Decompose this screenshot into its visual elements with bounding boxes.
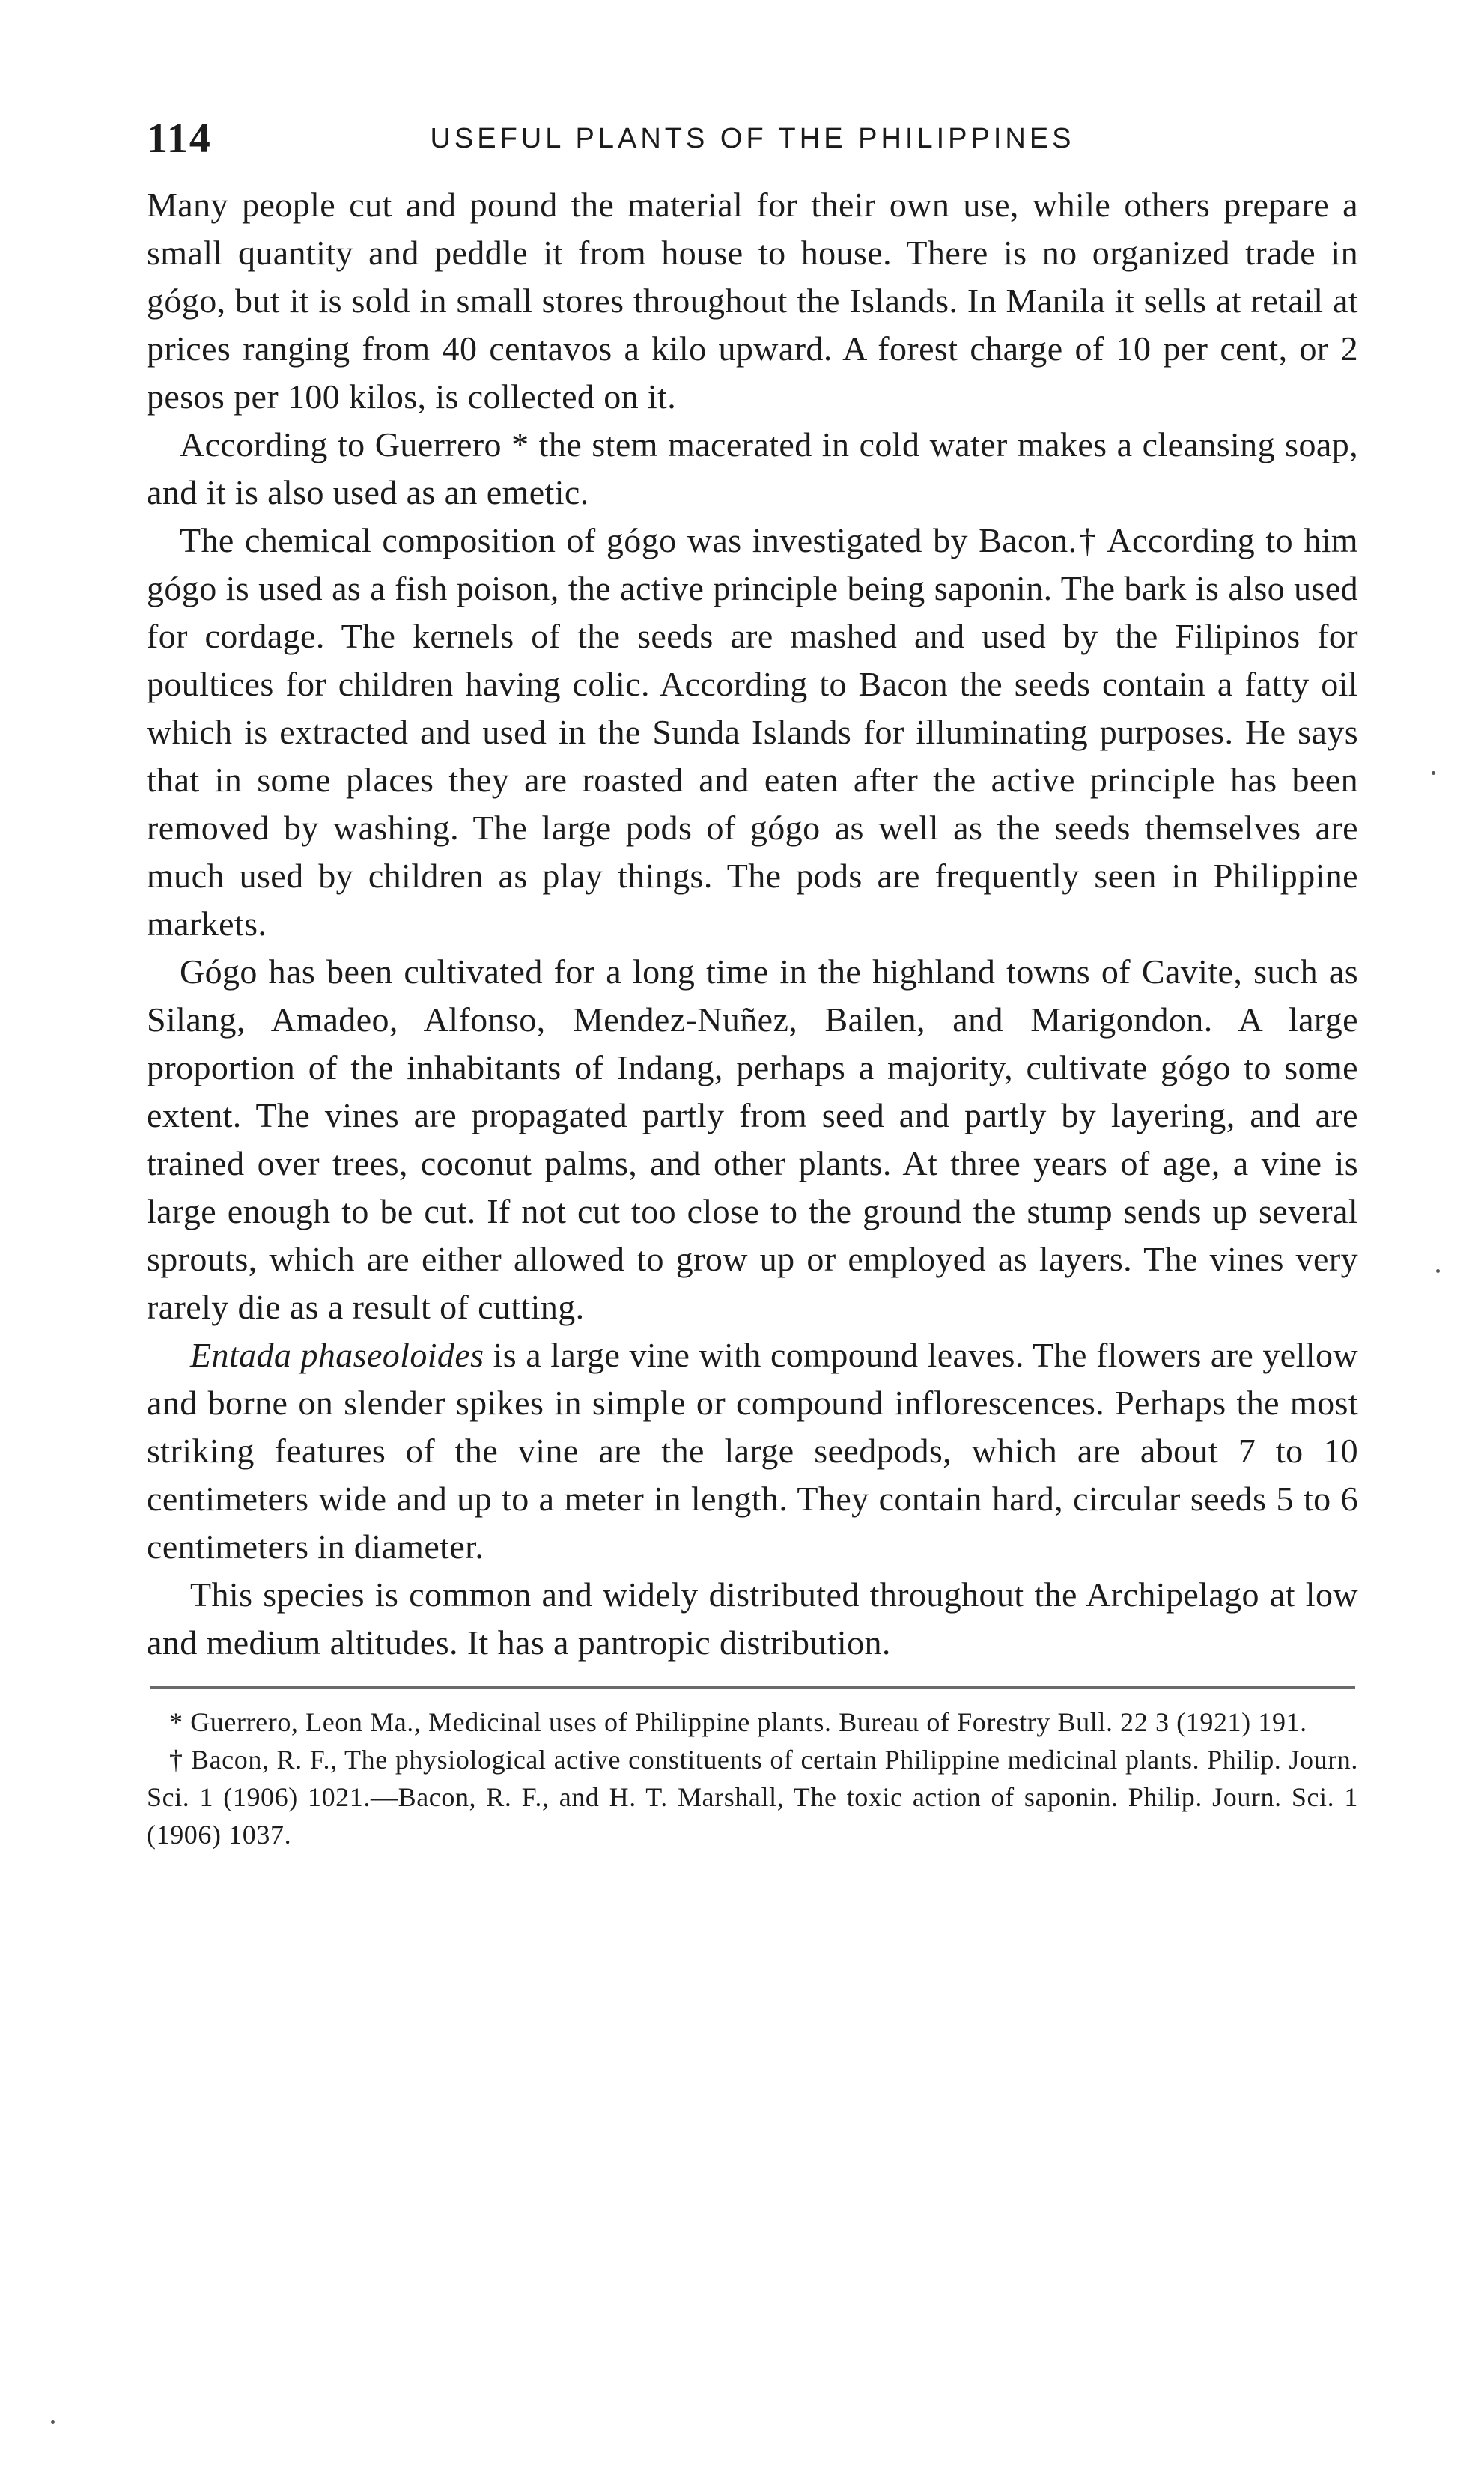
entada-description-text: is a large vine with compound leaves. The flowers are yellow and borne on slender spikes in simple or compound inflorescences. Perhaps the most striking features of the vine are the large seedpods, which are about 7 to 10 centimeters wide and up to a meter in length. They contain hard, circular seeds 5 to 6 centimeters in diameter. xyxy=(147,1336,1358,1566)
running-head-title: USEFUL PLANTS OF THE PHILIPPINES xyxy=(430,123,1075,154)
paragraph-bacon-composition: The chemical composition of gógo was investigated by Bacon.† According to him gógo is used as a fish poison, the active principle being saponin. The bark is also used for cordage. The kernels of the seeds are mashed and used by the Filipinos for poultices for children having colic. According to Bacon the seeds contain a fatty oil which is extracted and used in the Sunda Islands for illuminating purposes. He says that in some places they are roasted and eaten after the active principle has been removed by washing. The large pods of gógo as well as the seeds themselves are much used by children as play things. The pods are frequently seen in Philippine markets. xyxy=(147,521,1358,943)
paragraph-distribution: This species is common and widely distributed throughout the Archipelago at low and medium altitudes. It has a pantropic distribution. xyxy=(147,1575,1358,1662)
footnote-guerrero: * Guerrero, Leon Ma., Medicinal uses of Philippine plants. Bureau of Forestry Bull. 22 3 (1921) 191. xyxy=(169,1707,1307,1737)
paragraph-guerrero-soap: According to Guerrero * the stem macerated in cold water makes a cleansing soap, and it is also used as an emetic. xyxy=(147,425,1358,511)
species-name: Entada phaseoloides xyxy=(190,1336,484,1374)
footnote-divider xyxy=(150,1686,1355,1689)
footnotes xyxy=(147,1703,1358,1853)
paragraph-cavite-cultivation: Gógo has been cultivated for a long time in the highland towns of Cavite, such as Silang, Amadeo, Alfonso, Mendez-Nuñez, Bailen, and Marigondon. A large proportion of the inhabitants of Indang, perhaps a majority, cultivate gógo to some extent. The vines are propagated partly from seed and partly by layering, and are trained over trees, coconut palms, and other plants. At three years of age, a vine is large enough to be cut. If not cut too close to the ground the stump sends up several sprouts, which are either allowed to grow up or employed as layers. The vines very rarely die as a result of cutting. xyxy=(147,952,1358,1326)
scan-speck xyxy=(51,2420,55,2424)
footnote-bacon: † Bacon, R. F., The physiological active constituents of certain Philippine medicinal plants. Philip. Journ. Sci. 1 (1906) 1021.—Bacon, R. F., and H. T. Marshall, The toxic action of saponin. Philip. Journ. Sci. 1 (1906) 1037. xyxy=(147,1745,1358,1850)
paragraph-gogo-trade: Many people cut and pound the material for their own use, while others prepare a small quantity and peddle it from house to house. There is no organized trade in gógo, but it is sold in small stores throughout the Islands. In Manila it sells at retail at prices ranging from 40 centavos a kilo upward. A forest charge of 10 per cent, or 2 pesos per 100 kilos, is collected on it. xyxy=(147,186,1358,416)
book-page xyxy=(147,112,1358,1853)
paragraph-entada-description xyxy=(147,1331,1358,1571)
page-number: 114 xyxy=(147,115,212,162)
running-head xyxy=(147,112,1358,165)
body-text xyxy=(147,181,1358,1667)
scan-speck xyxy=(1432,771,1435,775)
scan-speck xyxy=(1436,1269,1440,1273)
